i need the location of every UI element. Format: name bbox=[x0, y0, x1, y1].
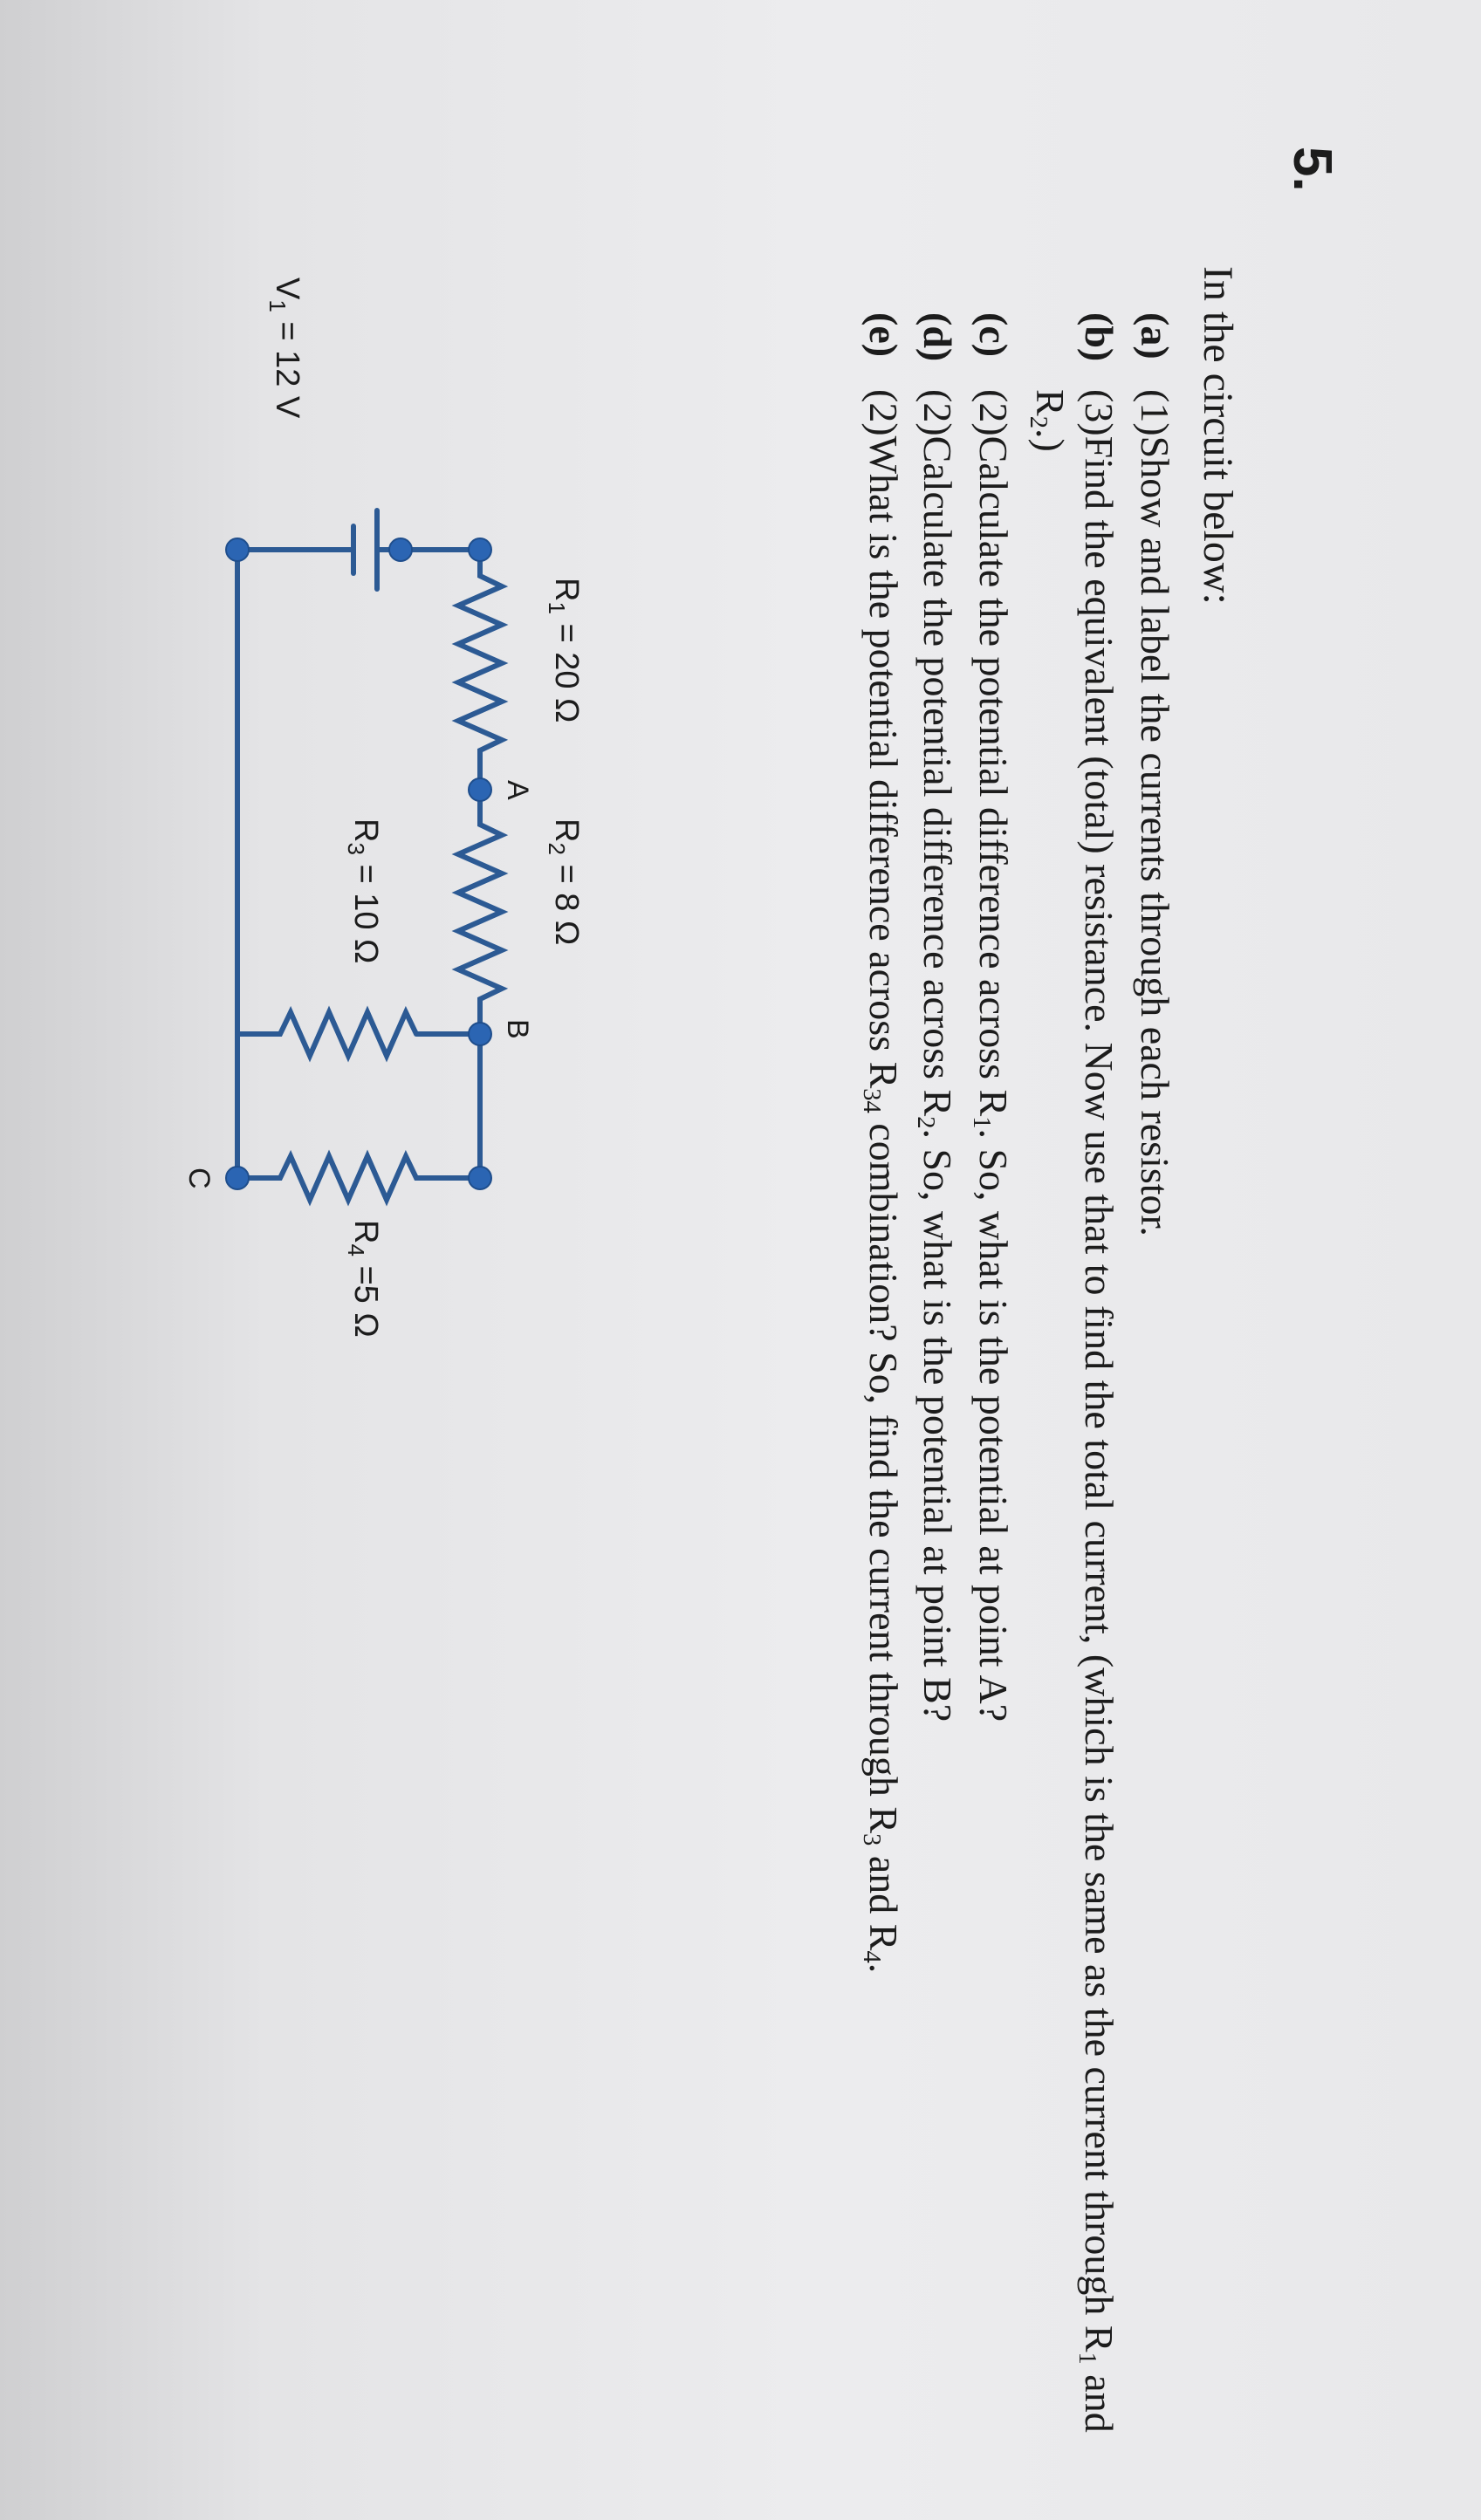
part-d-text: (2)Calculate the potential difference across $R_2$. So, what is the potential at point B? bbox=[911, 389, 960, 1722]
resistor-r3 bbox=[237, 1012, 416, 1056]
subscript: 1 bbox=[1073, 2352, 1100, 2365]
part-e-text: (2)What is the potential difference across $R_{34}$ combination? So, find the current through $R_3$ and $R_4$. bbox=[857, 389, 906, 1974]
part-b-text: (3)Find the equivalent (total) resistance. Now use that to find the total current, (which is the same as the current through $R_1$ and $R_2$.) bbox=[1024, 389, 1121, 2433]
r3-label: $R_3 = 10$ Ω bbox=[343, 818, 384, 964]
node-a bbox=[469, 778, 491, 801]
node-bottom-left bbox=[226, 538, 249, 561]
subscript: 4 bbox=[857, 1950, 885, 1963]
node-top-left bbox=[469, 538, 491, 561]
node-c bbox=[226, 1167, 249, 1189]
r4-label: $R_4 =5$ Ω bbox=[343, 1220, 384, 1338]
resistor-r4 bbox=[237, 1156, 480, 1200]
battery-label: $V_1 = 12$ V bbox=[264, 277, 305, 419]
r2-label: $R_2 = 8$ Ω bbox=[544, 818, 585, 946]
node-a-label: A bbox=[501, 780, 534, 800]
subscript: 1 bbox=[967, 1116, 995, 1129]
node-battery-top bbox=[389, 538, 412, 561]
node-c-label: C bbox=[182, 1168, 216, 1189]
resistor-r1 bbox=[458, 550, 502, 790]
subscript: 2 bbox=[911, 1116, 939, 1129]
part-b-tag: (b) bbox=[1077, 312, 1121, 362]
part-c-tag: (c) bbox=[971, 312, 1016, 358]
part-a-tag: (a) bbox=[1133, 312, 1177, 360]
r1-label: $R_1 = 20$ Ω bbox=[544, 578, 585, 723]
part-d-tag: (d) bbox=[915, 312, 960, 362]
question-number: 5. bbox=[1282, 147, 1342, 192]
part-c-text: (2)Calculate the potential difference across $R_1$. So, what is the potential at point A? bbox=[967, 389, 1016, 1722]
part-e-tag: (e) bbox=[861, 312, 906, 358]
question-intro: In the circuit below: bbox=[1195, 266, 1241, 605]
resistor-r2 bbox=[458, 790, 502, 1034]
node-b-label: B bbox=[501, 1019, 534, 1039]
node-b-right bbox=[469, 1167, 491, 1189]
subscript: 34 bbox=[857, 1088, 885, 1113]
subscript: 3 bbox=[857, 1833, 885, 1846]
part-a-text: (1)Show and label the currents through each resistor. bbox=[1133, 389, 1177, 1236]
subscript: 2 bbox=[1024, 415, 1052, 428]
node-b bbox=[469, 1023, 491, 1045]
